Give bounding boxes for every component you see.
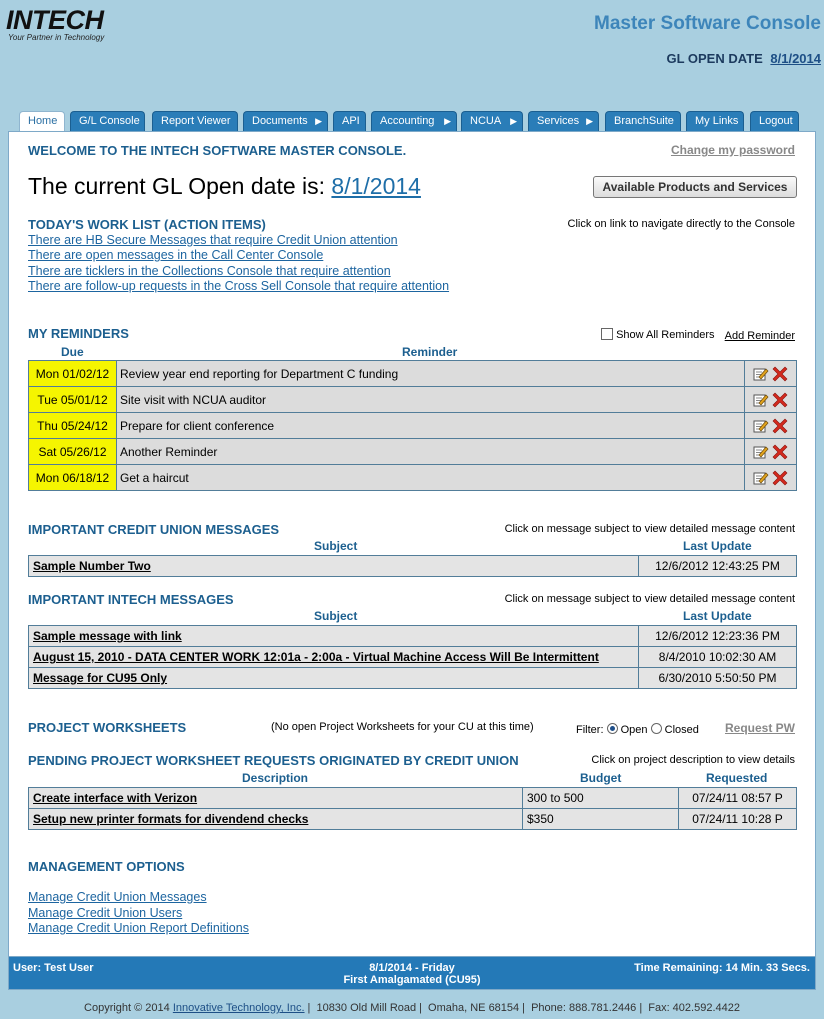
submenu-arrow-icon: ▶ — [444, 116, 451, 126]
edit-icon[interactable] — [753, 419, 769, 433]
session-cu: First Amalgamated (CU95) — [343, 974, 481, 986]
management-links — [28, 890, 249, 937]
message-subject-link[interactable]: Message for CU95 Only — [29, 668, 639, 689]
edit-icon[interactable] — [753, 367, 769, 381]
reminder-due: Tue 05/01/12 — [29, 387, 117, 413]
company-city: Omaha, NE 68154 — [428, 1002, 520, 1014]
worklist-item[interactable]: There are follow-up requests in the Cross Sell Console that require attention — [28, 278, 450, 293]
edit-icon[interactable] — [753, 471, 769, 485]
worklist-item[interactable]: There are ticklers in the Collections Console that require attention — [28, 263, 391, 278]
intech-messages-col-subject: Subject — [314, 609, 358, 623]
worklist-links — [28, 233, 449, 294]
reminder-due: Mon 01/02/12 — [29, 361, 117, 387]
reminder-row — [29, 387, 797, 413]
worklist-note: Click on link to navigate directly to the Console — [567, 218, 795, 230]
pending-budget: $350 — [523, 809, 679, 830]
message-subject-link[interactable]: Sample message with link — [29, 626, 639, 647]
cu-messages-table — [28, 555, 797, 577]
copyright-footer: Copyright © 2014 Innovative Technology, Inc. | 10830 Old Mill Road | Omaha, NE 68154 | Phone: 888.781.2446 | Fax: 402.592.4422 — [84, 1002, 740, 1014]
pending-requested: 07/24/11 10:28 P — [679, 809, 797, 830]
reminders-table — [28, 360, 797, 491]
message-last-update: 8/4/2010 10:02:30 AM — [639, 647, 797, 668]
intech-messages-heading: IMPORTANT INTECH MESSAGES — [28, 592, 234, 607]
pending-row — [29, 788, 797, 809]
reminder-row — [29, 413, 797, 439]
current-user: User: Test User — [13, 962, 94, 974]
message-last-update: 12/6/2012 12:23:36 PM — [639, 626, 797, 647]
intech-logo — [6, 6, 104, 42]
delete-icon[interactable] — [772, 418, 788, 434]
edit-icon[interactable] — [753, 393, 769, 407]
worksheets-heading: PROJECT WORKSHEETS — [28, 720, 187, 735]
worksheets-filter — [576, 723, 699, 736]
pending-heading: PENDING PROJECT WORKSHEET REQUESTS ORIGINATED BY CREDIT UNION — [28, 753, 519, 768]
gl-open-date-big-link[interactable]: 8/1/2014 — [331, 173, 421, 199]
reminders-col-due: Due — [61, 345, 84, 359]
tab-documents-label: Documents — [252, 115, 308, 127]
message-row — [29, 647, 797, 668]
app-title: Master Software Console — [594, 13, 821, 34]
reminders-heading: MY REMINDERS — [28, 326, 129, 341]
intech-messages-table — [28, 625, 797, 689]
worklist-item[interactable]: There are HB Secure Messages that require Credit Union attention — [28, 233, 398, 247]
reminder-actions — [745, 413, 797, 439]
gl-open-date-header — [666, 51, 821, 66]
submenu-arrow-icon: ▶ — [315, 116, 322, 126]
intech-messages-note: Click on message subject to view detailed message content — [504, 593, 795, 605]
tab-ncua[interactable] — [461, 111, 523, 131]
time-remaining: Time Remaining: 14 Min. 33 Secs. — [634, 962, 810, 974]
reminder-row — [29, 361, 797, 387]
show-all-checkbox[interactable] — [601, 328, 613, 340]
tab-documents[interactable] — [243, 111, 328, 131]
reminder-due: Thu 05/24/12 — [29, 413, 117, 439]
message-subject-link[interactable]: August 15, 2010 - DATA CENTER WORK 12:01a - 2:00a - Virtual Machine Access Will Be Intermittent — [29, 647, 639, 668]
cu-messages-heading: IMPORTANT CREDIT UNION MESSAGES — [28, 522, 280, 537]
company-phone: Phone: 888.781.2446 — [531, 1002, 637, 1014]
session-date: 8/1/2014 - Friday — [369, 962, 455, 974]
tab-api[interactable]: API — [333, 111, 366, 131]
management-link[interactable]: Manage Credit Union Messages — [28, 890, 207, 904]
tab-accounting[interactable] — [371, 111, 457, 131]
management-heading: MANAGEMENT OPTIONS — [28, 859, 185, 874]
message-subject-link[interactable]: Sample Number Two — [29, 556, 639, 577]
available-products-button[interactable]: Available Products and Services — [593, 176, 797, 198]
tab-home[interactable]: Home — [19, 111, 65, 133]
tab-gl-console[interactable]: G/L Console — [70, 111, 145, 131]
pending-row — [29, 809, 797, 830]
delete-icon[interactable] — [772, 470, 788, 486]
pending-note: Click on project description to view details — [591, 754, 795, 766]
tab-logout[interactable]: Logout — [750, 111, 799, 131]
pending-budget: 300 to 500 — [523, 788, 679, 809]
logo-text: INTECH — [6, 5, 104, 35]
pending-requested: 07/24/11 08:57 P — [679, 788, 797, 809]
logo-tagline: Your Partner in Technology — [8, 33, 105, 42]
message-last-update: 12/6/2012 12:43:25 PM — [639, 556, 797, 577]
reminder-actions — [745, 361, 797, 387]
reminder-text: Review year end reporting for Department C funding — [117, 361, 745, 387]
request-pw-link[interactable]: Request PW — [724, 721, 795, 735]
company-link[interactable]: Innovative Technology, Inc. — [172, 1002, 305, 1014]
pending-col-requested: Requested — [706, 771, 768, 785]
tab-accounting-label: Accounting — [380, 115, 435, 127]
pending-description-link[interactable]: Create interface with Verizon — [29, 788, 523, 809]
reminder-row — [29, 465, 797, 491]
tab-branchsuite[interactable]: BranchSuite — [605, 111, 681, 131]
message-row — [29, 556, 797, 577]
filter-open-label: Open — [620, 724, 648, 736]
pending-col-description: Description — [242, 771, 309, 785]
worksheets-note: (No open Project Worksheets for your CU at this time) — [271, 721, 534, 733]
pending-table — [28, 787, 797, 830]
worklist-heading: TODAY'S WORK LIST (ACTION ITEMS) — [28, 217, 266, 232]
tab-my-links[interactable]: My Links — [686, 111, 744, 131]
reminder-text: Prepare for client conference — [117, 413, 745, 439]
reminders-col-reminder: Reminder — [402, 345, 458, 359]
reminder-row — [29, 439, 797, 465]
show-all-reminders[interactable] — [601, 328, 715, 341]
tab-ncua-label: NCUA — [470, 115, 502, 127]
management-link[interactable]: Manage Credit Union Users — [28, 905, 183, 920]
delete-icon[interactable] — [772, 392, 788, 408]
cu-messages-col-update: Last Update — [683, 539, 752, 553]
gl-open-date-link[interactable]: 8/1/2014 — [770, 51, 821, 66]
cu-messages-note: Click on message subject to view detailed message content — [504, 523, 795, 535]
status-bar — [8, 956, 816, 990]
filter-closed-radio[interactable] — [651, 723, 662, 734]
message-row — [29, 626, 797, 647]
message-last-update: 6/30/2010 5:50:50 PM — [639, 668, 797, 689]
tab-services[interactable] — [528, 111, 599, 131]
filter-open-radio[interactable] — [607, 723, 618, 734]
reminder-text: Site visit with NCUA auditor — [117, 387, 745, 413]
submenu-arrow-icon: ▶ — [510, 116, 517, 126]
company-fax: Fax: 402.592.4422 — [648, 1002, 740, 1014]
reminder-due: Mon 06/18/12 — [29, 465, 117, 491]
show-all-label: Show All Reminders — [616, 329, 715, 341]
edit-icon[interactable] — [753, 445, 769, 459]
reminder-actions — [745, 387, 797, 413]
welcome-heading: WELCOME TO THE INTECH SOFTWARE MASTER CONSOLE. — [28, 143, 407, 158]
reminder-actions — [745, 439, 797, 465]
submenu-arrow-icon: ▶ — [586, 116, 593, 126]
gl-open-date-line — [28, 173, 421, 200]
tab-services-label: Services — [537, 115, 580, 127]
cu-messages-col-subject: Subject — [314, 539, 358, 553]
intech-messages-col-update: Last Update — [683, 609, 752, 623]
filter-closed-label: Closed — [664, 724, 699, 736]
main-panel — [8, 131, 816, 956]
tab-report-viewer[interactable]: Report Viewer — [152, 111, 238, 131]
copyright-text: Copyright © 2014 — [84, 1002, 170, 1014]
management-link[interactable]: Manage Credit Union Report Definitions — [28, 921, 249, 936]
pending-description-link[interactable]: Setup new printer formats for divendend checks — [29, 809, 523, 830]
delete-icon[interactable] — [772, 366, 788, 382]
reminder-actions — [745, 465, 797, 491]
company-address: 10830 Old Mill Road — [316, 1002, 417, 1014]
gl-open-date-prefix: The current GL Open date is: — [28, 173, 326, 199]
reminder-due: Sat 05/26/12 — [29, 439, 117, 465]
delete-icon[interactable] — [772, 444, 788, 460]
message-row — [29, 668, 797, 689]
gl-open-date-label: GL OPEN DATE — [666, 51, 763, 66]
pending-col-budget: Budget — [580, 771, 622, 785]
worklist-item[interactable]: There are open messages in the Call Center Console — [28, 248, 324, 263]
reminder-text: Get a haircut — [117, 465, 745, 491]
change-password-link[interactable]: Change my password — [670, 143, 795, 157]
reminder-text: Another Reminder — [117, 439, 745, 465]
add-reminder-link[interactable]: Add Reminder — [724, 330, 795, 342]
filter-label: Filter: — [576, 724, 604, 736]
